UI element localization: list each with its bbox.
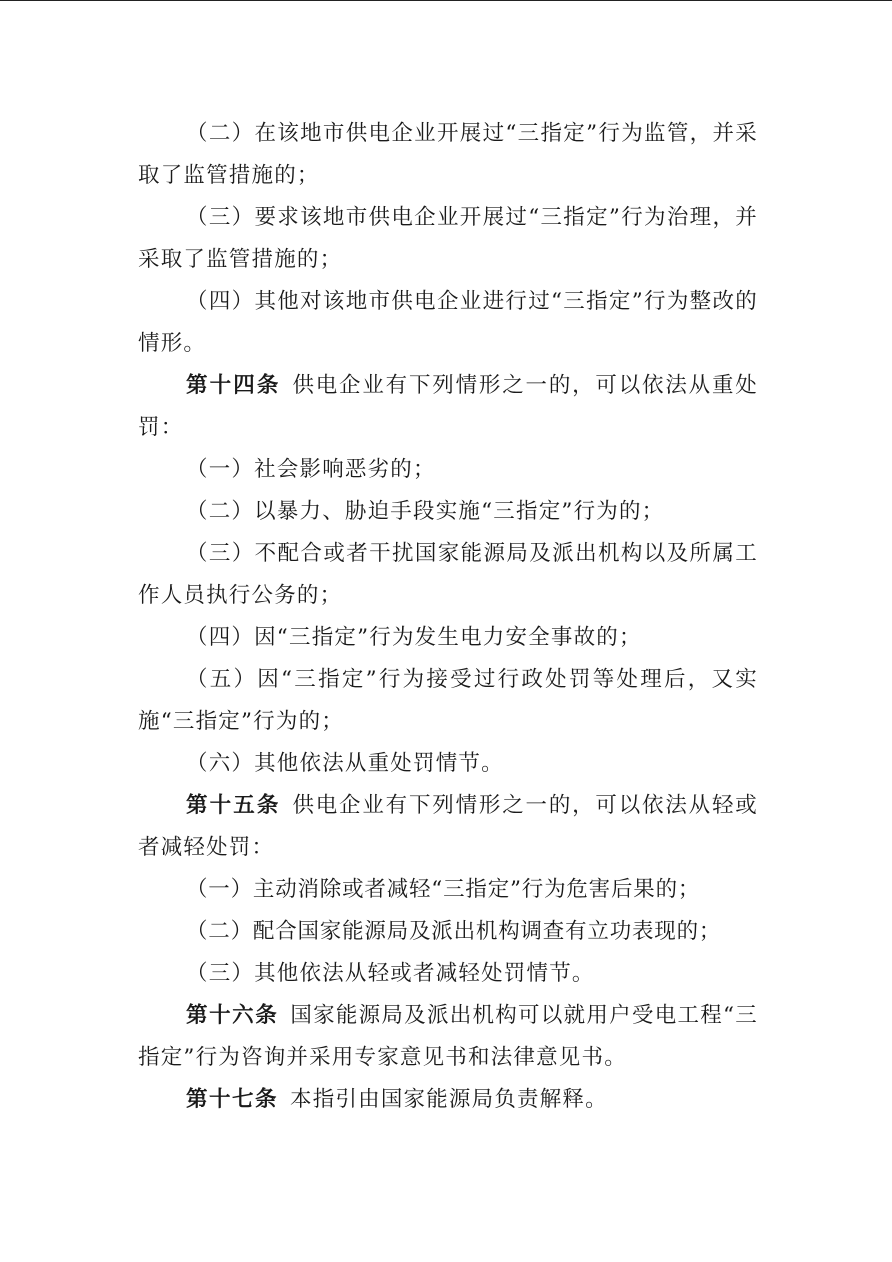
article-text: 本指引由国家能源局负责解释。 xyxy=(290,1087,608,1112)
list-item: （二）在该地市供电企业开展过“三指定”行为监管，并采取了监管措施的； xyxy=(138,121,758,188)
list-item: （五）因“三指定”行为接受过行政处罚等处理后，又实施“三指定”行为的； xyxy=(138,667,758,734)
article-15 xyxy=(138,785,758,869)
list-item: （二）以暴力、胁迫手段实施“三指定”行为的； xyxy=(186,499,665,524)
list-item: （四）因“三指定”行为发生电力安全事故的； xyxy=(186,625,642,650)
article-heading: 第十五条 xyxy=(186,793,281,818)
list-item: （一）社会影响恶劣的； xyxy=(186,457,436,482)
list-item: （三）其他依法从轻或者减轻处罚情节。 xyxy=(186,961,595,986)
article-heading: 第十四条 xyxy=(186,373,281,398)
list-item: （六）其他依法从重处罚情节。 xyxy=(186,751,504,776)
article-heading: 第十六条 xyxy=(186,1003,279,1028)
list-item: （一）主动消除或者减轻“三指定”行为危害后果的； xyxy=(186,877,701,902)
article-14 xyxy=(138,365,758,449)
article-text: 国家能源局及派出机构可以就用户受电工程“三指定”行为咨询并采用专家意见书和法律意见书。 xyxy=(138,1003,758,1070)
list-item: （二）配合国家能源局及派出机构调查有立功表现的； xyxy=(186,919,722,944)
document-body xyxy=(138,113,758,1121)
list-item: （三）不配合或者干扰国家能源局及派出机构以及所属工作人员执行公务的； xyxy=(138,541,758,608)
article-17 xyxy=(138,1079,758,1121)
article-text: 供电企业有下列情形之一的，可以依法从重处罚： xyxy=(138,373,758,440)
article-heading: 第十七条 xyxy=(186,1087,279,1112)
list-item: （四）其他对该地市供电企业进行过“三指定”行为整改的情形。 xyxy=(138,289,758,356)
list-item: （三）要求该地市供电企业开展过“三指定”行为治理，并采取了监管措施的； xyxy=(138,205,758,272)
article-text: 供电企业有下列情形之一的，可以依法从轻或者减轻处罚： xyxy=(138,793,758,860)
article-16 xyxy=(138,995,758,1079)
